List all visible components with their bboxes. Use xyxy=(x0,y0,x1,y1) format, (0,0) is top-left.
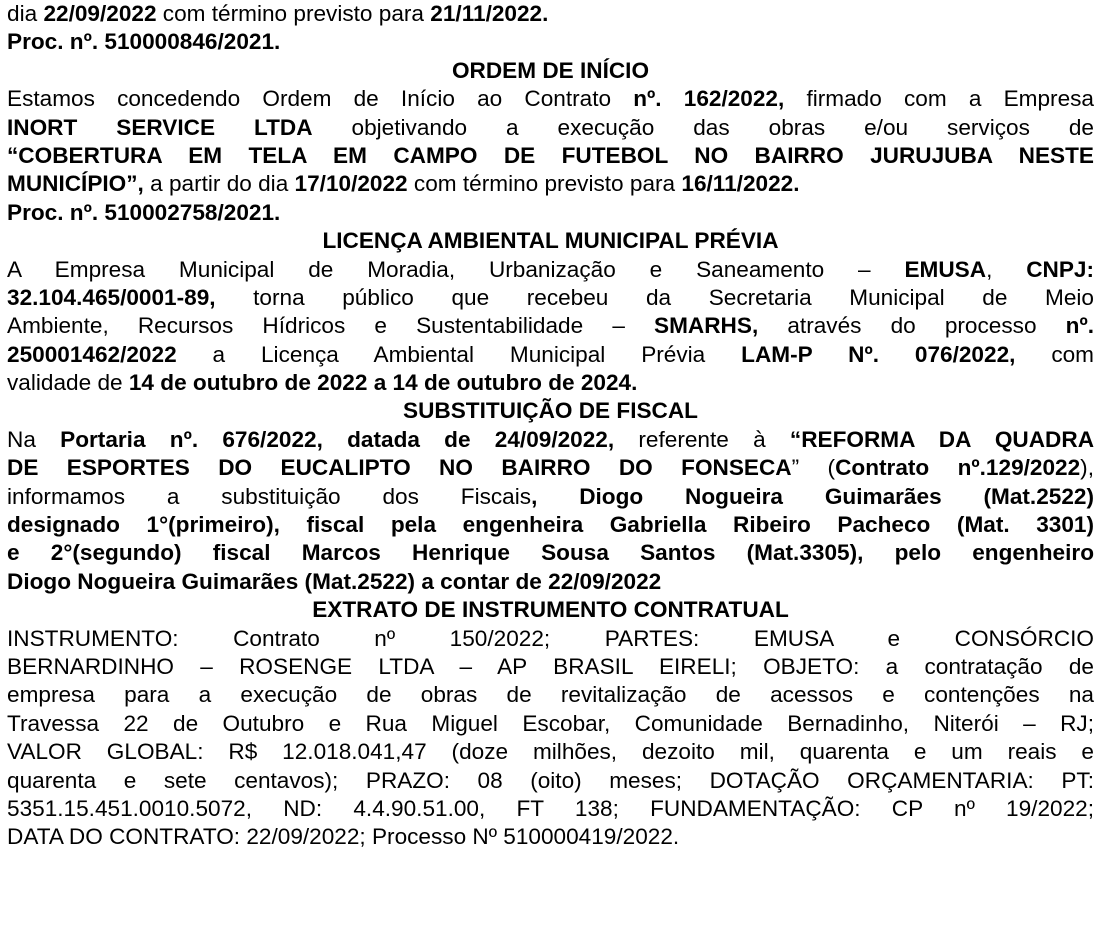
process-number: Proc. nº. 510002758/2021. xyxy=(7,199,281,225)
text-line: DE ESPORTES DO EUCALIPTO NO BAIRRO DO FONSECA” (Contrato nº.129/2022), xyxy=(7,455,1094,481)
process-number: Proc. nº. 510000846/2021. xyxy=(7,29,281,55)
text-line: VALOR GLOBAL: R$ 12.018.041,47 (doze milhões, dezoito mil, quarenta e um reais e xyxy=(7,739,1094,765)
text-line: Diogo Nogueira Guimarães (Mat.2522) a contar de 22/09/2022 xyxy=(7,568,662,594)
text-line: INORT SERVICE LTDA objetivando a execução das obras e/ou serviços de xyxy=(7,114,1094,140)
text-line: 250001462/2022 a Licença Ambiental Municipal Prévia LAM-P Nº. 076/2022, com xyxy=(7,341,1094,367)
text-line: Na Portaria nº. 676/2022, datada de 24/09/2022, referente à “REFORMA DA QUADRA xyxy=(7,426,1094,452)
text-line: dia 22/09/2022 com término previsto para 21/11/2022. xyxy=(7,1,549,26)
text-line: quarenta e sete centavos); PRAZO: 08 (oito) meses; DOTAÇÃO ORÇAMENTARIA: PT: xyxy=(7,767,1094,793)
section-heading: LICENÇA AMBIENTAL MUNICIPAL PRÉVIA xyxy=(322,228,779,254)
text-line: 32.104.465/0001-89, torna público que recebeu da Secretaria Municipal de Meio xyxy=(7,284,1094,310)
text-line: DATA DO CONTRATO: 22/09/2022; Processo Nº 510000419/2022. xyxy=(7,824,680,850)
text-line: e 2°(segundo) fiscal Marcos Henrique Sousa Santos (Mat.3305), pelo engenheiro xyxy=(7,540,1094,566)
text-line: validade de 14 de outubro de 2022 a 14 de outubro de 2024. xyxy=(7,370,638,396)
section-heading: SUBSTITUIÇÃO DE FISCAL xyxy=(403,398,698,424)
text-line: Ambiente, Recursos Hídricos e Sustentabilidade – SMARHS, através do processo nº. xyxy=(7,313,1094,339)
section-heading: ORDEM DE INÍCIO xyxy=(451,57,650,83)
text-line: Estamos concedendo Ordem de Início ao Contrato nº. 162/2022, firmado com a Empresa xyxy=(7,86,1094,112)
text-line: A Empresa Municipal de Moradia, Urbanização e Saneamento – EMUSA, CNPJ: xyxy=(7,256,1094,282)
text-line: INSTRUMENTO: Contrato nº 150/2022; PARTES: EMUSA e CONSÓRCIO xyxy=(7,625,1094,651)
text-line: designado 1°(primeiro), fiscal pela engenheira Gabriella Ribeiro Pacheco (Mat. 3301) xyxy=(7,512,1094,538)
text-line: empresa para a execução de obras de revitalização de acessos e contenções na xyxy=(7,682,1094,708)
text-line: Travessa 22 de Outubro e Rua Miguel Escobar, Comunidade Bernadinho, Niterói – RJ; xyxy=(7,710,1094,736)
text-line: 5351.15.451.0010.5072, ND: 4.4.90.51.00, FT 138; FUNDAMENTAÇÃO: CP nº 19/2022; xyxy=(7,795,1094,821)
text-line: informamos a substituição dos Fiscais, Diogo Nogueira Guimarães (Mat.2522) xyxy=(7,483,1094,509)
text-line: BERNARDINHO – ROSENGE LTDA – AP BRASIL EIRELI; OBJETO: a contratação de xyxy=(7,653,1094,679)
section-heading: EXTRATO DE INSTRUMENTO CONTRATUAL xyxy=(312,597,789,623)
text-line: “COBERTURA EM TELA EM CAMPO DE FUTEBOL NO BAIRRO JURUJUBA NESTE xyxy=(7,142,1094,168)
text-line: MUNICÍPIO”, a partir do dia 17/10/2022 com término previsto para 16/11/2022. xyxy=(7,171,800,197)
